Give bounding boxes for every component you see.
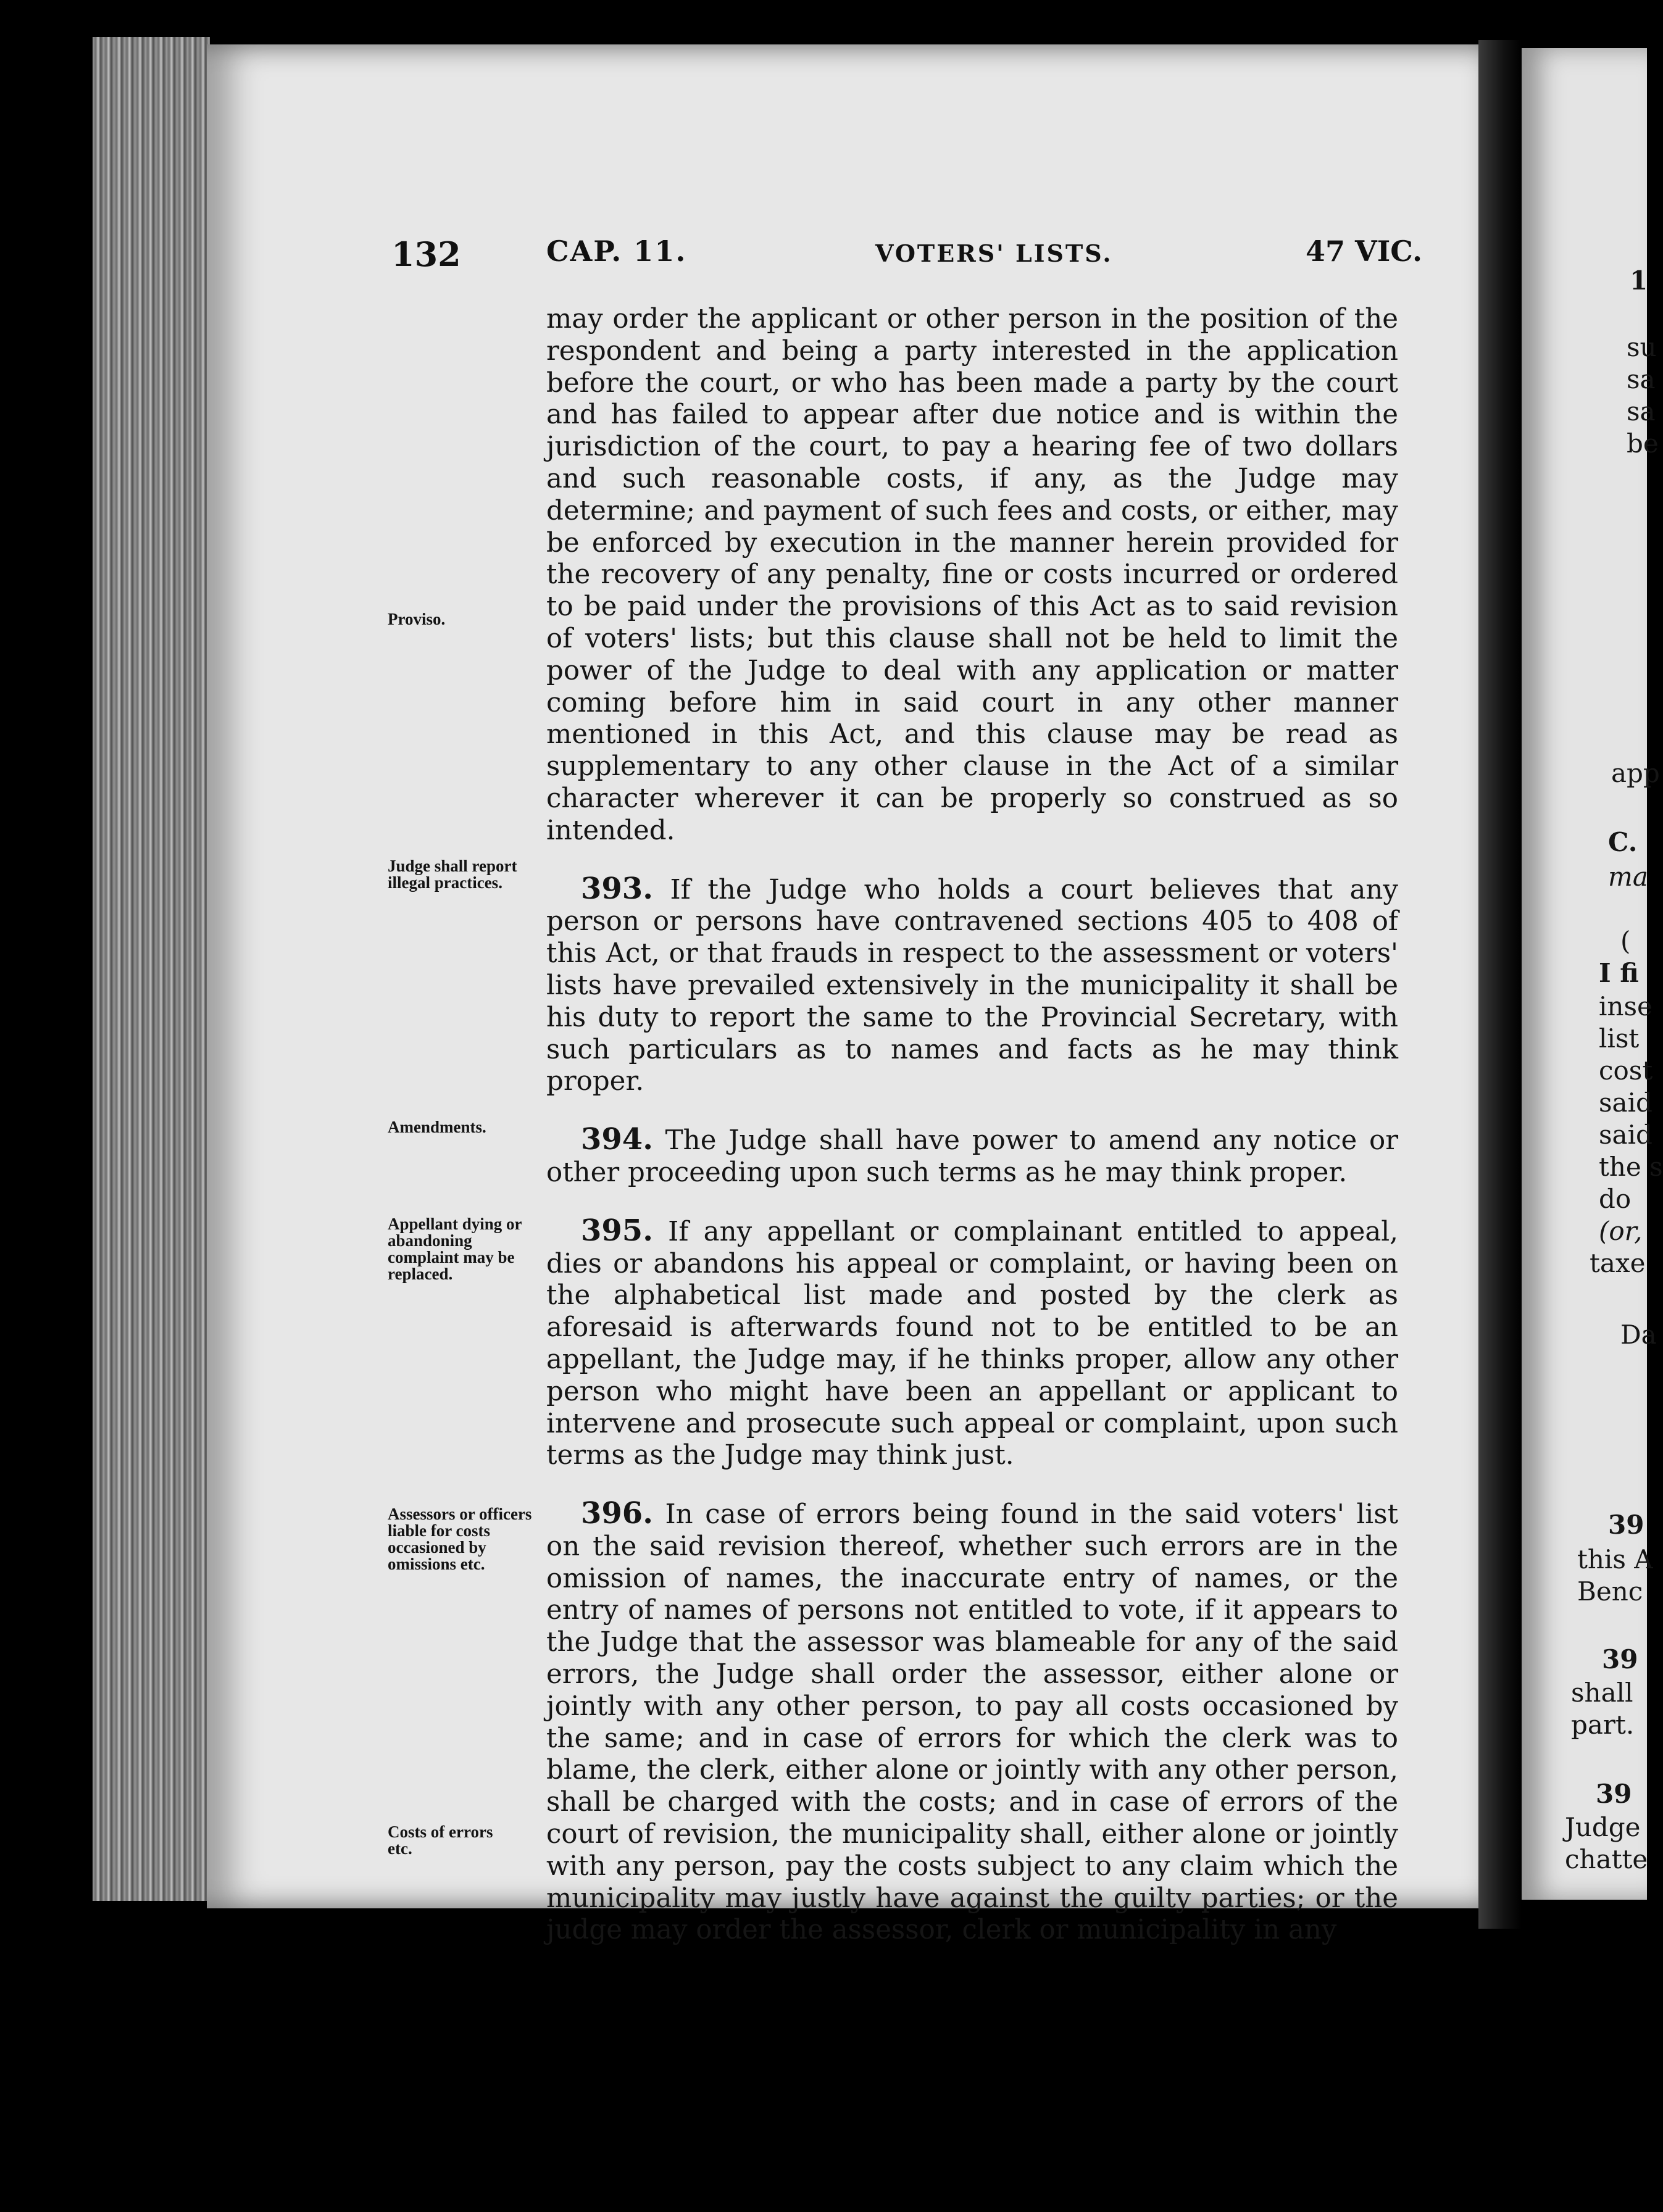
margin-note-judge-report: Judge shall report illegal practices. — [388, 857, 517, 892]
chapter-label: CAP. 11. — [546, 235, 687, 268]
facing-line: chatte — [1565, 1844, 1648, 1874]
section-393 — [546, 873, 1398, 1099]
facing-line: I fi — [1599, 958, 1639, 988]
facing-line: shall — [1571, 1678, 1633, 1708]
section-394 — [546, 1124, 1398, 1189]
page-number: 132 — [391, 235, 461, 274]
facing-line: the s — [1599, 1152, 1663, 1182]
facing-line: sa — [1627, 396, 1656, 426]
statute-body — [546, 304, 1398, 1947]
page-header — [0, 235, 1647, 278]
section-396 — [546, 1498, 1398, 1947]
running-title: VOTERS' LISTS. — [875, 239, 1113, 267]
facing-line: said — [1599, 1120, 1653, 1150]
facing-line: ma — [1608, 862, 1648, 892]
section-text: If any appellant or complainant entitled to appeal, dies or abandons his appeal or complaint, or having been on the alphabetical list made and posted by the clerk as aforesaid is afterwards found not to be entitled to be an appellant, the Judge may, if he thinks proper, allow any other person who might have been an appellant or applicant to intervene and prosecute such appeal or complaint, upon such terms as the Judge may think just. — [546, 1216, 1398, 1471]
facing-line: 39 — [1608, 1510, 1644, 1540]
facing-line: this A — [1577, 1544, 1653, 1574]
section-text: If the Judge who holds a court believes that any person or persons have contravened sections 405 to 408 of this Act, or that frauds in respect to the assessment or voters' lists have prevailed extensively in the municipality it shall be his duty to report the same to the Provincial Secretary, with such particulars as to names and facts as he may think proper. — [546, 874, 1398, 1097]
facing-line: Da — [1620, 1320, 1657, 1350]
facing-line: Judge — [1565, 1812, 1641, 1842]
section-number: 394. — [581, 1122, 653, 1157]
facing-line: 39 — [1602, 1644, 1638, 1674]
facing-line: su — [1627, 332, 1657, 362]
facing-line: ( — [1620, 926, 1631, 956]
facing-line: said — [1599, 1087, 1653, 1118]
margin-note-costs-errors: Costs of errors etc. — [388, 1823, 493, 1858]
facing-line: do — [1599, 1184, 1632, 1214]
section-number: 396. — [581, 1496, 653, 1531]
facing-line: 39 — [1596, 1779, 1632, 1809]
facing-line: (or, — [1599, 1216, 1643, 1246]
continuation-paragraph: may order the applicant or other person in the position of the respondent and being a party interested in the application before the court, or who has been made a party by the court and has failed to appear after due notice and is within the jurisdiction of the court, to pay a hearing fee of two dollars and such reasonable costs, if any, as the Judge may determine; and payment of such fees and costs, or either, may be enforced by execution in the manner herein provided for the recovery of any penalty, fine or costs incurred or ordered to be paid under the provisions of this Act as to said revision of voters' lists; but this clause shall not be held to limit the power of the Judge to deal with any application or matter coming before him in said court in any other manner mentioned in this Act, and this clause may be read as supplementary to any other clause in the Act of a similar character wherever it can be properly so construed as so intended. — [546, 304, 1398, 846]
facing-line: be — [1627, 428, 1659, 459]
book-gutter — [1478, 40, 1522, 1929]
section-395 — [546, 1215, 1398, 1472]
margin-note-appellant: Appellant dying or abandoning complaint may be replaced. — [388, 1215, 522, 1283]
facing-line: 1 — [1630, 265, 1648, 296]
facing-line: app — [1611, 758, 1660, 788]
margin-note-amendments: Amendments. — [388, 1118, 486, 1136]
facing-line: C. — [1608, 827, 1638, 857]
facing-line: cost — [1599, 1055, 1653, 1086]
section-number: 393. — [581, 871, 653, 906]
section-text: The Judge shall have power to amend any notice or other proceeding upon such terms as he may think proper. — [546, 1125, 1399, 1188]
facing-line: part. — [1571, 1710, 1635, 1740]
margin-note-proviso: Proviso. — [388, 610, 446, 628]
section-number: 395. — [581, 1213, 653, 1248]
book-page-edges — [93, 37, 210, 1901]
facing-line: list — [1599, 1023, 1640, 1054]
facing-line: taxe — [1590, 1248, 1646, 1278]
facing-page-fragment — [1522, 48, 1663, 1900]
facing-line: sa — [1627, 364, 1656, 394]
facing-line: Benc — [1577, 1576, 1643, 1607]
regnal-year: 47 VIC. — [1306, 235, 1423, 268]
margin-note-assessors: Assessors or officers liable for costs occasioned by omissions etc. — [388, 1505, 532, 1573]
section-text: In case of errors being found in the said voters' list on the said revision thereof, whether such errors are in the omission of names, the inaccurate entry of names, or the entry of names of persons not entitled to vote, if it appears to the Judge that the assessor was blameable for any of the said errors, the Judge shall order the assessor, either alone or jointly with any other person, to pay all costs occasioned by the same; and in case of errors for which the clerk was to blame, the clerk, either alone or jointly with any other person, shall be charged with the costs; and in case of errors of the court of revision, the municipality shall, either alone or jointly with any person, pay the costs subject to any claim which the municipality may justly have against the guilty parties; or the judge may order the assessor, clerk or municipality in any — [546, 1499, 1399, 1946]
facing-line: inse — [1599, 991, 1653, 1021]
